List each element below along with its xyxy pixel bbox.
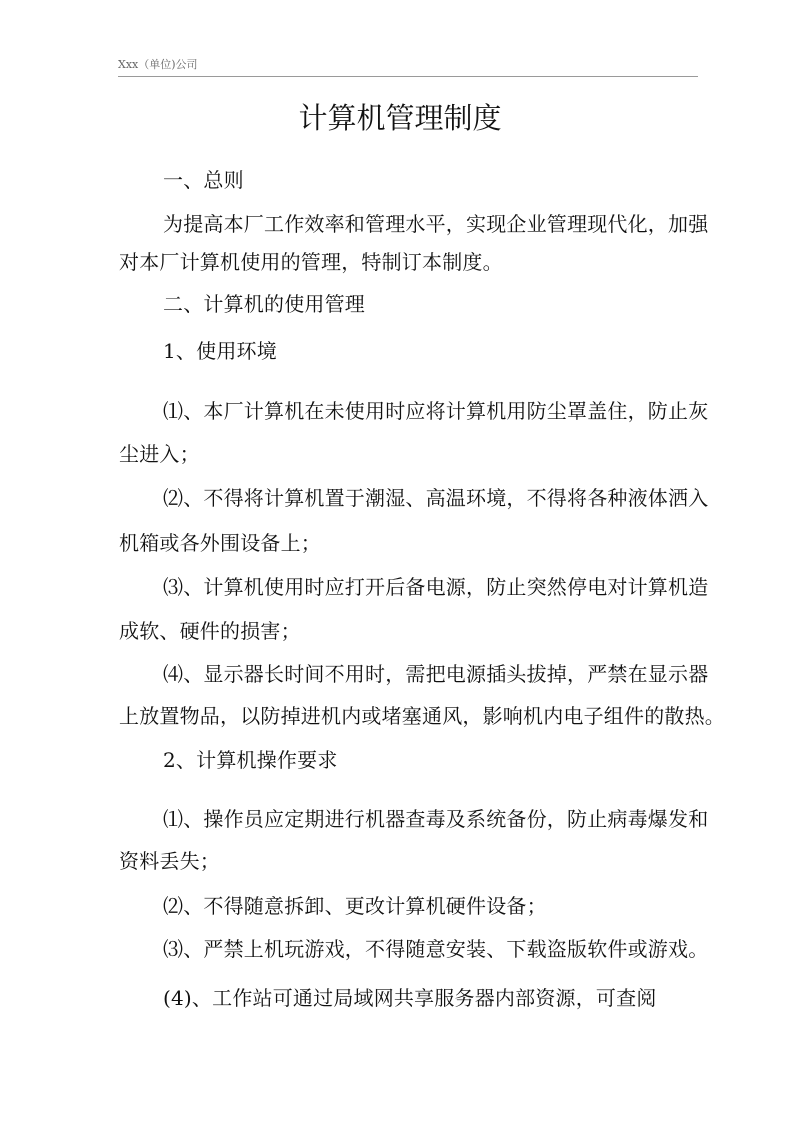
list-item-line: 成软、硬件的损害； <box>119 619 301 643</box>
list-item-line: 机箱或各外围设备上； <box>119 531 321 555</box>
list-item-line: (4)、工作站可通过局域网共享服务器内部资源，可查阅 <box>163 986 657 1010</box>
list-item-line: 资料丢失； <box>119 849 220 873</box>
list-item-line: ⑴、操作员应定期进行机器查毒及系统备份，防止病毒爆发和 <box>163 807 709 831</box>
list-item-line: ⑶、计算机使用时应打开后备电源，防止突然停电对计算机造 <box>163 575 709 599</box>
paragraph-line: 为提高本厂工作效率和管理水平，实现企业管理现代化，加强 <box>163 212 709 236</box>
list-item-line: ⑶、严禁上机玩游戏，不得随意安装、下载盗版软件或游戏。 <box>163 937 709 961</box>
list-item-line: ⑵、不得将计算机置于潮湿、高温环境，不得将各种液体洒入 <box>163 486 709 510</box>
page-header <box>118 58 698 77</box>
section-heading-general: 一、总则 <box>163 168 244 192</box>
list-item-line: 尘进入； <box>119 442 200 466</box>
subsection-heading-operation: 2、计算机操作要求 <box>163 748 338 772</box>
subsection-heading-environment: 1、使用环境 <box>163 339 277 363</box>
list-item-line: ⑴、本厂计算机在未使用时应将计算机用防尘罩盖住，防止灰 <box>163 399 709 423</box>
list-item-line: ⑷、显示器长时间不用时，需把电源插头拔掉，严禁在显示器 <box>163 662 709 686</box>
document-title: 计算机管理制度 <box>298 101 502 135</box>
section-heading-usage: 二、计算机的使用管理 <box>163 292 365 316</box>
paragraph-line: 对本厂计算机使用的管理，特制订本制度。 <box>119 250 503 274</box>
header-company-name: Xxx（单位)公司 <box>118 58 198 71</box>
list-item-line: 上放置物品，以防掉进机内或堵塞通风，影响机内电子组件的散热。 <box>119 704 725 728</box>
list-item-line: ⑵、不得随意拆卸、更改计算机硬件设备； <box>163 894 547 918</box>
